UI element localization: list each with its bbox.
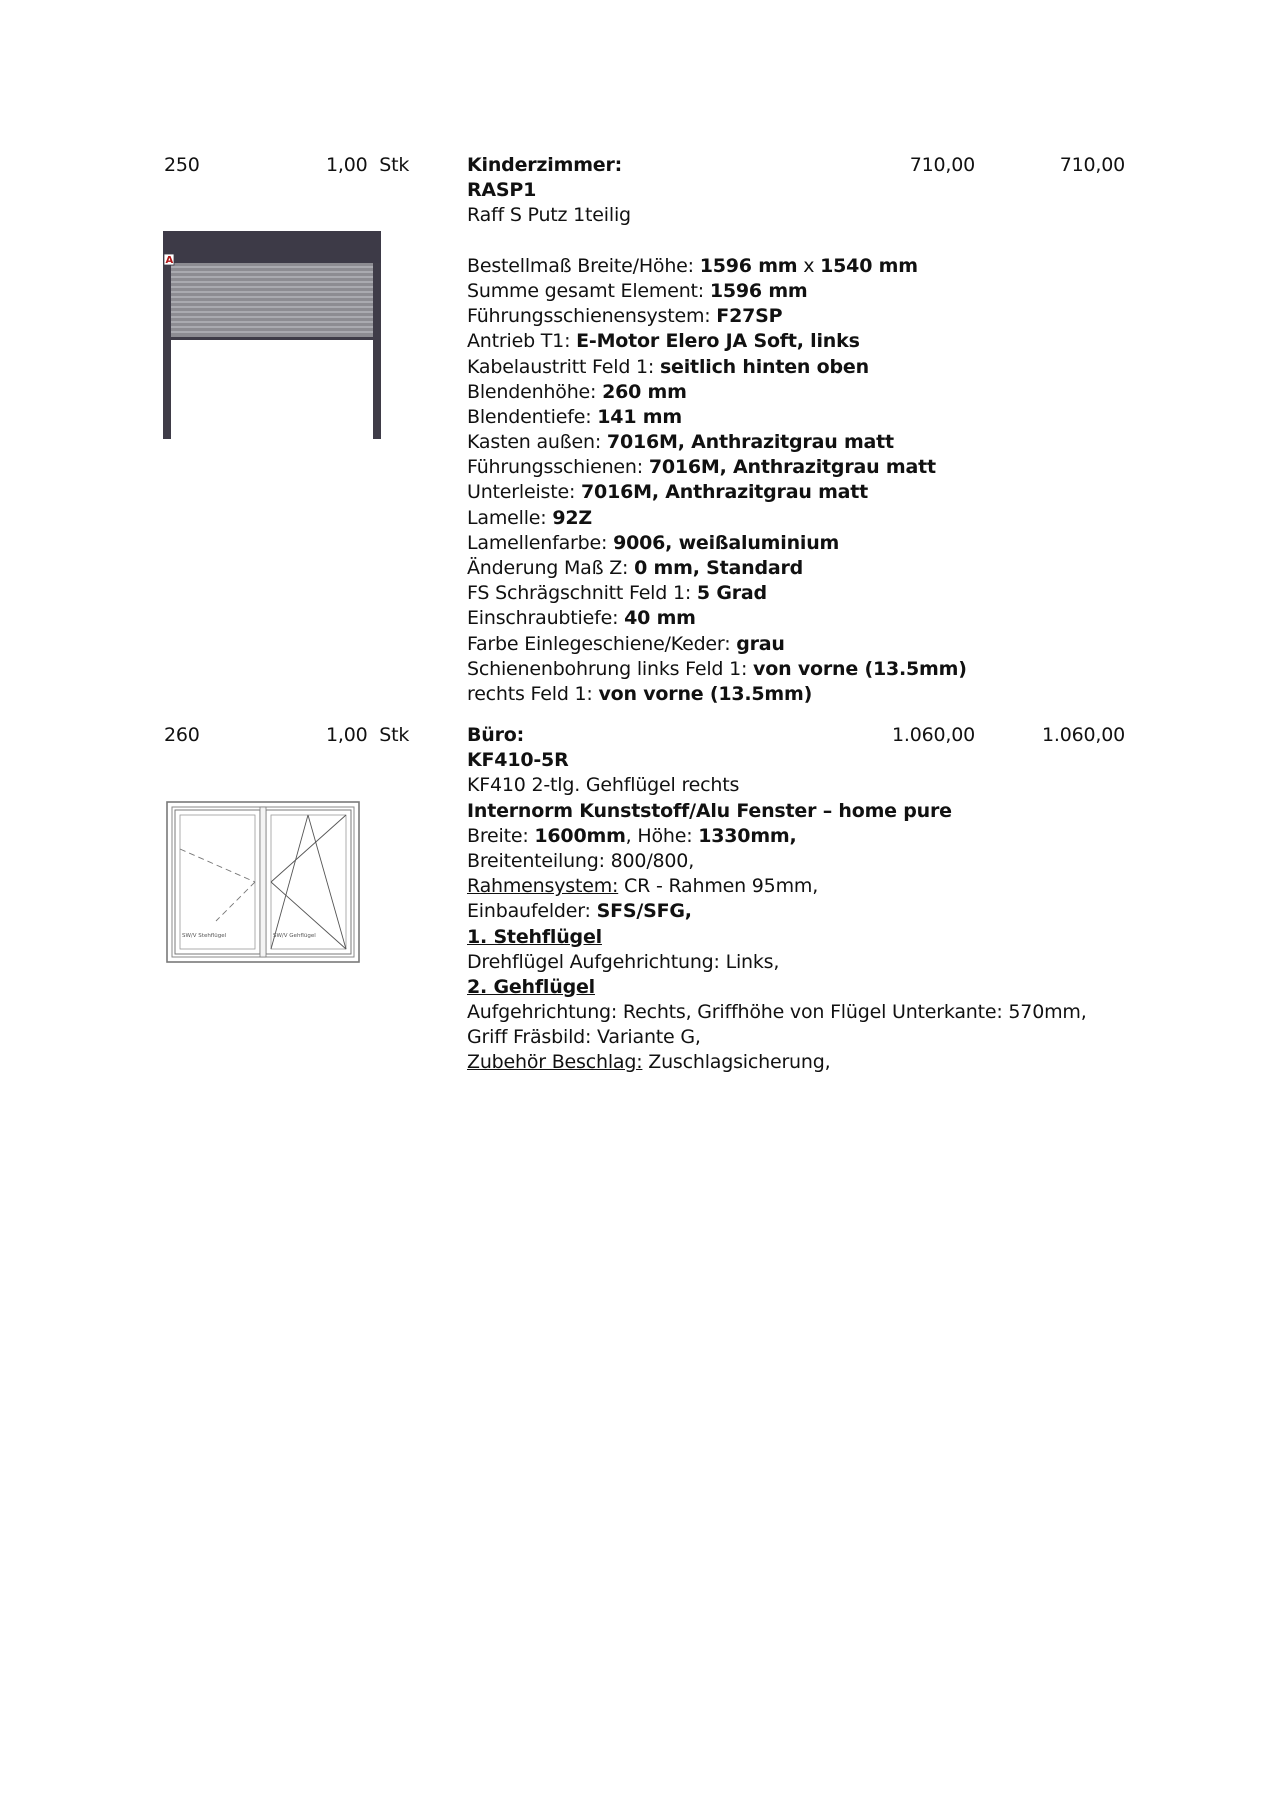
spec-line — [467, 581, 1127, 606]
sash-2-title: 2. Gehflügel — [467, 975, 595, 998]
spec-line — [467, 380, 1127, 405]
spec-label: Einschraubtiefe: — [467, 607, 625, 630]
height-label: , Höhe: — [625, 824, 699, 847]
spec-separator: x — [797, 254, 821, 277]
spec-line — [467, 506, 1127, 531]
spec-value: 9006, weißaluminium — [613, 531, 840, 554]
position-250 — [0, 153, 1280, 713]
spec-label: Kasten außen: — [467, 431, 607, 454]
spec-line — [467, 556, 1127, 581]
frame-system — [467, 874, 1127, 899]
spec-line — [467, 531, 1127, 556]
article-code: KF410-5R — [467, 749, 569, 772]
window-mullion — [260, 807, 266, 957]
size-line-end: , — [789, 824, 797, 847]
spec-line — [467, 304, 1127, 329]
total-price: 1.060,00 — [1041, 724, 1125, 746]
window-drawing — [166, 801, 362, 965]
spec-line — [467, 355, 1127, 380]
quantity — [326, 723, 409, 748]
spec-label: Führungsschienen: — [467, 456, 649, 479]
sash-1-title: 1. Stehflügel — [467, 925, 602, 948]
raffstore-rail-right — [373, 263, 381, 439]
spec-label: Führungsschienensystem: — [467, 305, 717, 328]
spec-line — [467, 657, 1127, 682]
spec-label: FS Schrägschnitt Feld 1: — [467, 582, 697, 605]
spec-list — [467, 254, 1127, 707]
accessory-value: Zuschlagsicherung, — [642, 1051, 831, 1074]
position-260 — [0, 723, 1280, 1083]
position-description — [467, 723, 1127, 1076]
raffstore-box — [163, 231, 381, 263]
installation-fields — [467, 899, 1127, 924]
spec-value: 7016M, Anthrazitgrau matt — [581, 481, 869, 504]
raffstore-marker: A — [165, 255, 174, 266]
raffstore-bottom-bar — [171, 337, 373, 340]
spec-label: Farbe Einlegeschiene/Keder: — [467, 632, 737, 655]
spec-value: 7016M, Anthrazitgrau matt — [648, 456, 936, 479]
raffstore-rail-left — [163, 263, 171, 439]
spec-line — [467, 480, 1127, 505]
spec-label: Schienenbohrung links Feld 1: — [467, 657, 754, 680]
spec-value: 5 Grad — [696, 582, 767, 605]
spec-line — [467, 632, 1127, 657]
raffstore-slats — [171, 263, 373, 339]
accessory-line — [467, 1050, 1127, 1075]
quantity-unit: Stk — [379, 724, 410, 746]
spec-value: 92Z — [552, 506, 592, 529]
total-price: 710,00 — [1059, 154, 1125, 176]
quantity-value: 1,00 — [326, 724, 368, 746]
accessory-label: Zubehör Beschlag: — [467, 1051, 643, 1074]
quantity — [326, 153, 409, 178]
position-number: 260 — [164, 724, 200, 746]
spec-label: Blendenhöhe: — [467, 380, 603, 403]
spec-label: Summe gesamt Element: — [467, 279, 710, 302]
spec-value: grau — [736, 632, 785, 655]
quantity-unit: Stk — [379, 154, 410, 176]
raffstore-drawing — [163, 231, 383, 441]
spec-line — [467, 606, 1127, 631]
spec-value: 260 mm — [602, 380, 687, 403]
spec-value: 1596 mm — [709, 279, 808, 302]
spec-label: Bestellmaß Breite/Höhe: — [467, 254, 700, 277]
installation-fields-end: , — [684, 900, 692, 923]
sash-1-text: Drehflügel Aufgehrichtung: Links, — [467, 950, 780, 973]
sash-right-label: SW/V Gehflügel — [273, 933, 316, 939]
spec-label: rechts Feld 1: — [467, 682, 599, 705]
article-name: KF410 2-tlg. Gehflügel rechts — [467, 774, 740, 797]
room-name: Büro: — [467, 724, 525, 746]
spec-value-2: 1540 mm — [820, 254, 918, 277]
spec-label: Antrieb T1: — [467, 330, 577, 353]
room-name: Kinderzimmer: — [467, 154, 623, 176]
frame-system-label: Rahmensystem: — [467, 875, 619, 898]
quantity-value: 1,00 — [326, 154, 368, 176]
spec-value: 141 mm — [597, 405, 682, 428]
spec-line — [467, 254, 1127, 279]
installation-fields-value: SFS/SFG — [596, 900, 685, 923]
spec-value: seitlich hinten oben — [659, 355, 869, 378]
spec-value: 0 mm, Standard — [634, 557, 804, 579]
sash-left-label: SW/V Stehflügel — [182, 933, 227, 939]
unit-price: 710,00 — [909, 154, 975, 176]
position-number: 250 — [164, 154, 200, 176]
sash-2-text: Aufgehrichtung: Rechts, Griffhöhe von Flügel Unterkante: 570mm, — [467, 1001, 1087, 1024]
spec-line — [467, 682, 1127, 707]
spec-label: Lamellenfarbe: — [467, 531, 614, 554]
article-code: RASP1 — [467, 179, 537, 202]
width-value: 1600mm — [534, 824, 626, 847]
size-line — [467, 824, 1127, 849]
spec-label: Blendentiefe: — [467, 405, 598, 428]
spec-label: Unterleiste: — [467, 481, 582, 504]
spec-value: 7016M, Anthrazitgrau matt — [606, 431, 894, 454]
spec-value: von vorne (13.5mm) — [598, 682, 813, 705]
frame-system-value: CR - Rahmen 95mm, — [618, 875, 819, 898]
unit-price: 1.060,00 — [891, 724, 975, 746]
position-description — [467, 153, 1127, 707]
spec-line — [467, 279, 1127, 304]
width-division: Breitenteilung: 800/800, — [467, 849, 695, 872]
spec-value: F27SP — [716, 305, 783, 328]
spec-label: Änderung Maß Z: — [467, 557, 635, 579]
spec-value: von vorne (13.5mm) — [753, 657, 967, 680]
spec-value: E-Motor Elero JA Soft, links — [576, 330, 860, 353]
article-name: Raff S Putz 1teilig — [467, 204, 631, 227]
product-line: Internorm Kunststoff/Alu Fenster – home pure — [467, 799, 952, 822]
spec-value: 1596 mm — [699, 254, 798, 277]
spec-line — [467, 405, 1127, 430]
spec-line — [467, 329, 1127, 354]
width-label: Breite: — [467, 824, 535, 847]
spec-value: 40 mm — [624, 607, 696, 630]
spec-label: Kabelaustritt Feld 1: — [467, 355, 660, 378]
spec-line — [467, 430, 1127, 455]
spec-line — [467, 455, 1127, 480]
installation-fields-label: Einbaufelder: — [467, 900, 597, 923]
spec-label: Lamelle: — [467, 506, 553, 529]
height-value: 1330mm — [698, 824, 790, 847]
handle-line: Griff Fräsbild: Variante G, — [467, 1026, 701, 1049]
